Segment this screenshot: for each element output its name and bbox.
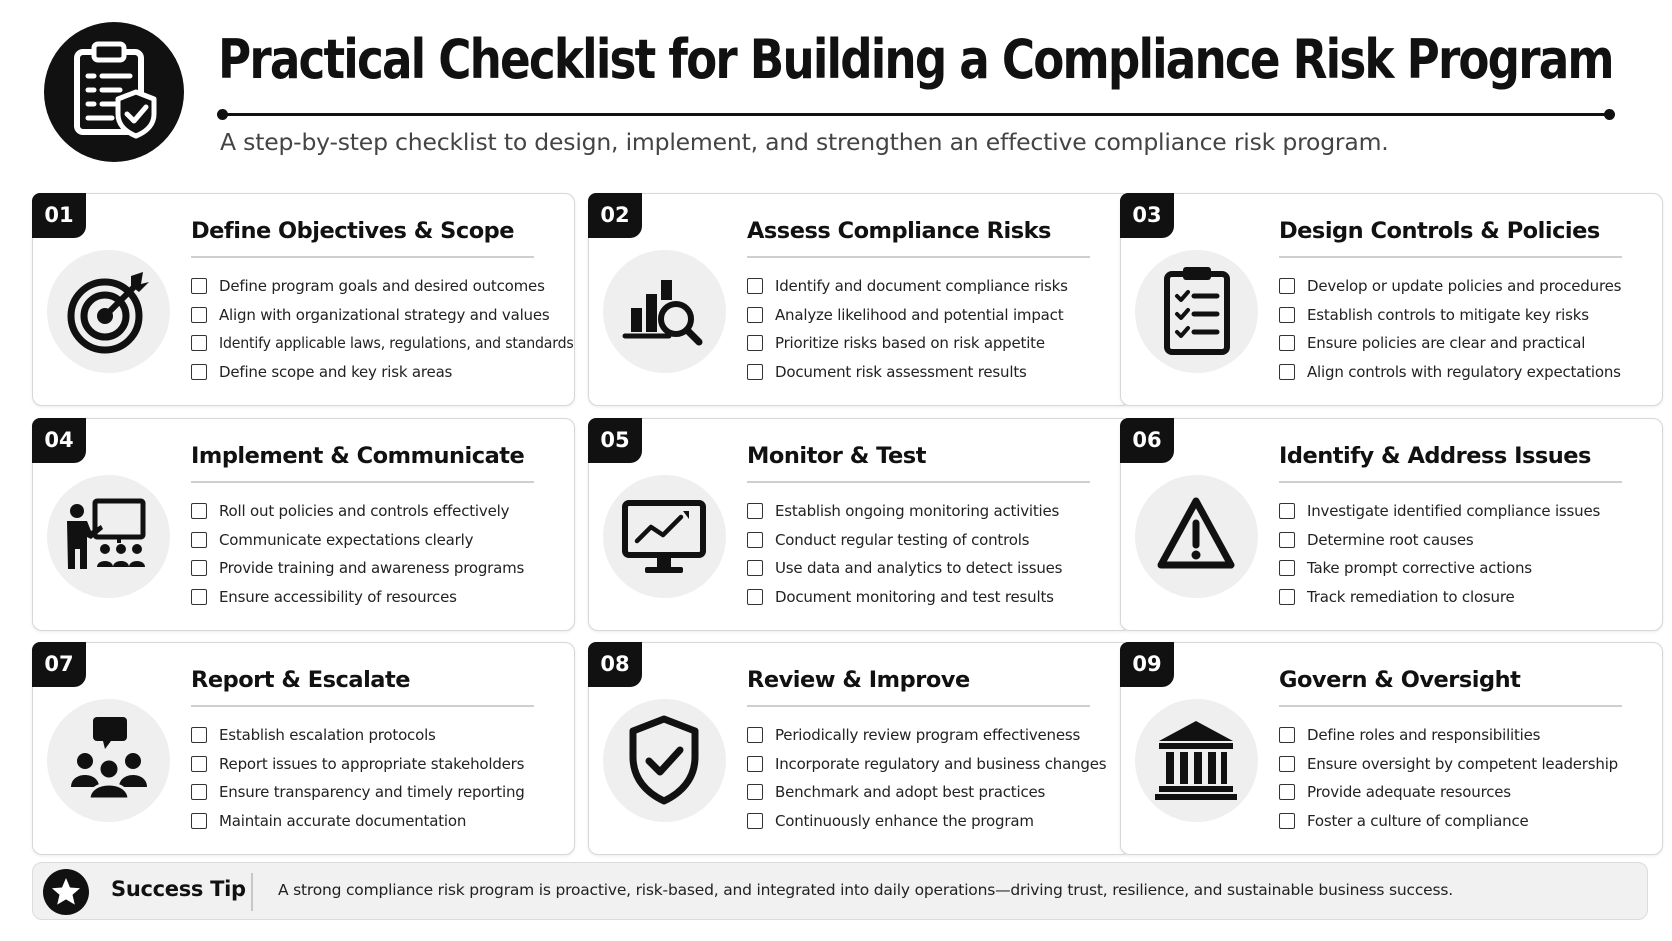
checkbox[interactable] [191,364,207,380]
checkbox[interactable] [1279,784,1295,800]
checklist-item [1279,778,1618,807]
checklist-item-label: Establish escalation protocols [219,726,436,745]
checkbox[interactable] [747,784,763,800]
title-divider [222,113,1610,116]
clipboard-shield-icon [44,22,184,162]
checkbox[interactable] [191,784,207,800]
step-number: 02 [588,193,642,238]
checkbox[interactable] [191,532,207,548]
step-title: Review & Improve [747,667,970,693]
government-building-icon [1135,699,1258,822]
star-icon [43,869,89,915]
checklist-item-label: Define roles and responsibilities [1307,726,1541,745]
checklist-item [1279,329,1621,358]
checkbox[interactable] [747,560,763,576]
checkbox[interactable] [191,589,207,605]
title-underline [1279,256,1622,258]
checklist-item [191,721,525,750]
checklist-item-label: Investigate identified compliance issues [1307,502,1601,521]
checklist-item-label: Analyze likelihood and potential impact [775,305,1064,324]
checklist-item-label: Use data and analytics to detect issues [775,559,1063,578]
checklist-item-label: Roll out policies and controls effectively [219,502,510,521]
divider-dot-right [1604,109,1615,120]
step-number: 03 [1120,193,1174,238]
checklist-item-label: Continuously enhance the program [775,811,1034,830]
monitor-chart-icon [603,475,726,598]
checkbox[interactable] [1279,560,1295,576]
step-card-08 [588,642,1131,855]
page-subtitle: A step-by-step checklist to design, implement, and strengthen an effective compliance risk program. [220,128,1389,156]
step-card-01 [32,193,575,406]
checkbox[interactable] [1279,589,1295,605]
checklist-item-label: Align with organizational strategy and values [219,305,550,324]
checklist-item [191,750,525,779]
step-number: 04 [32,418,86,463]
checkbox[interactable] [191,727,207,743]
step-card-05 [588,418,1131,631]
checkbox[interactable] [747,307,763,323]
checklist-item-label: Define scope and key risk areas [219,362,453,381]
checklist-item-label: Incorporate regulatory and business changes [775,754,1107,773]
checklist-item [1279,358,1621,387]
checklist-item-label: Ensure oversight by competent leadership [1307,754,1618,773]
target-icon [47,250,170,373]
checklist-item-label: Provide training and awareness programs [219,559,525,578]
checklist-item-label: Ensure policies are clear and practical [1307,334,1586,353]
checkbox[interactable] [1279,813,1295,829]
checklist-item-label: Establish controls to mitigate key risks [1307,305,1589,324]
checkbox[interactable] [1279,532,1295,548]
checklist-item [191,497,524,526]
step-title: Define Objectives & Scope [191,218,515,244]
checkbox[interactable] [1279,364,1295,380]
page-title: Practical Checklist for Building a Compliance Risk Program [218,28,1613,91]
checklist-item-label: Benchmark and adopt best practices [775,783,1046,802]
checklist [191,272,596,386]
checklist-item [747,526,1062,555]
success-tip-label: Success Tip [111,877,246,901]
presenter-audience-icon [47,475,170,598]
checklist-item [747,272,1068,301]
checklist-item [747,778,1106,807]
step-number: 06 [1120,418,1174,463]
checkbox[interactable] [191,278,207,294]
checklist [1279,272,1621,386]
tip-divider [251,873,253,911]
checklist [191,721,525,835]
checkbox[interactable] [1279,503,1295,519]
step-title: Report & Escalate [191,667,410,693]
checklist [747,272,1068,386]
checklist-item [747,750,1106,779]
checklist-item [747,301,1068,330]
checklist-item-label: Communicate expectations clearly [219,530,474,549]
checklist-item [747,358,1068,387]
checklist-item [747,721,1106,750]
title-underline [747,705,1090,707]
checklist-item-label: Determine root causes [1307,530,1474,549]
title-underline [191,481,534,483]
title-underline [1279,705,1622,707]
checklist-item-label: Ensure accessibility of resources [219,587,457,606]
checkbox[interactable] [747,589,763,605]
checklist-item-label: Identify applicable laws, regulations, and standards [219,334,574,353]
checklist [747,497,1062,611]
step-title: Govern & Oversight [1279,667,1521,693]
checkbox[interactable] [747,278,763,294]
checklist-item [191,526,524,555]
checklist-item-label: Establish ongoing monitoring activities [775,502,1060,521]
checklist [1279,497,1600,611]
checklist-item [747,554,1062,583]
divider-dot-left [217,109,228,120]
checkbox[interactable] [1279,335,1295,351]
checkbox[interactable] [747,727,763,743]
checkbox[interactable] [747,364,763,380]
title-underline [1279,481,1622,483]
checkbox[interactable] [747,813,763,829]
checklist-item-label: Take prompt corrective actions [1307,559,1532,578]
checkbox[interactable] [191,560,207,576]
checklist-item [747,329,1068,358]
checkbox[interactable] [191,813,207,829]
checklist-item-label: Periodically review program effectiveness [775,726,1081,745]
checklist-item [1279,272,1621,301]
checkbox[interactable] [747,532,763,548]
checkbox[interactable] [1279,756,1295,772]
success-tip-bar [32,862,1648,920]
checklist-item [747,583,1062,612]
step-title: Identify & Address Issues [1279,443,1591,469]
checklist-item-label: Report issues to appropriate stakeholders [219,754,525,773]
checkbox[interactable] [191,503,207,519]
checklist-item [747,807,1106,836]
title-underline [747,481,1090,483]
checklist-item-label: Prioritize risks based on risk appetite [775,334,1045,353]
step-number: 01 [32,193,86,238]
checklist-item [1279,497,1600,526]
checklist-item [191,301,596,330]
checklist-item [191,358,596,387]
success-tip-text: A strong compliance risk program is proactive, risk-based, and integrated into daily operations—driving trust, resilience, and sustainable business success. [278,881,1453,899]
shield-check-icon [603,699,726,822]
checklist-item [191,329,596,358]
team-speech-icon [47,699,170,822]
checklist-item-label: Foster a culture of compliance [1307,811,1529,830]
clipboard-checklist-icon [1135,250,1258,373]
checklist-item [1279,554,1600,583]
checklist-item-label: Conduct regular testing of controls [775,530,1030,549]
checklist-item [1279,583,1600,612]
step-title: Implement & Communicate [191,443,525,469]
checkbox[interactable] [1279,278,1295,294]
step-title: Design Controls & Policies [1279,218,1600,244]
checklist [747,721,1106,835]
checklist [191,497,524,611]
checklist-item-label: Document monitoring and test results [775,587,1054,606]
checkbox[interactable] [191,335,207,351]
step-number: 08 [588,642,642,687]
checklist-item [191,554,524,583]
step-title: Assess Compliance Risks [747,218,1051,244]
checklist-item [747,497,1062,526]
checklist-item [191,778,525,807]
checklist-item [1279,750,1618,779]
checklist-item [191,807,525,836]
checklist-item-label: Maintain accurate documentation [219,811,467,830]
step-card-06 [1120,418,1663,631]
checkbox[interactable] [191,756,207,772]
step-card-04 [32,418,575,631]
checklist-item [191,583,524,612]
title-underline [191,705,534,707]
checklist-item [1279,526,1600,555]
step-number: 09 [1120,642,1174,687]
step-card-09 [1120,642,1663,855]
checklist-item [191,272,596,301]
step-number: 07 [32,642,86,687]
checklist-item-label: Define program goals and desired outcomes [219,277,545,296]
step-number: 05 [588,418,642,463]
checklist-item-label: Track remediation to closure [1307,587,1515,606]
checklist [1279,721,1618,835]
checklist-item-label: Align controls with regulatory expectations [1307,362,1621,381]
checklist-item [1279,301,1621,330]
checklist-item [1279,721,1618,750]
step-card-03 [1120,193,1663,406]
checkbox[interactable] [747,335,763,351]
checklist-item-label: Develop or update policies and procedures [1307,277,1622,296]
checkbox[interactable] [191,307,207,323]
checklist-item-label: Document risk assessment results [775,362,1027,381]
warning-triangle-icon [1135,475,1258,598]
checkbox[interactable] [1279,307,1295,323]
title-underline [747,256,1090,258]
checklist-item [1279,807,1618,836]
chart-magnifier-icon [603,250,726,373]
checkbox[interactable] [747,756,763,772]
checklist-item-label: Ensure transparency and timely reporting [219,783,525,802]
checklist-item-label: Provide adequate resources [1307,783,1511,802]
title-underline [191,256,534,258]
checklist-item-label: Identify and document compliance risks [775,277,1068,296]
checkbox[interactable] [1279,727,1295,743]
step-title: Monitor & Test [747,443,926,469]
step-card-02 [588,193,1131,406]
step-card-07 [32,642,575,855]
checkbox[interactable] [747,503,763,519]
